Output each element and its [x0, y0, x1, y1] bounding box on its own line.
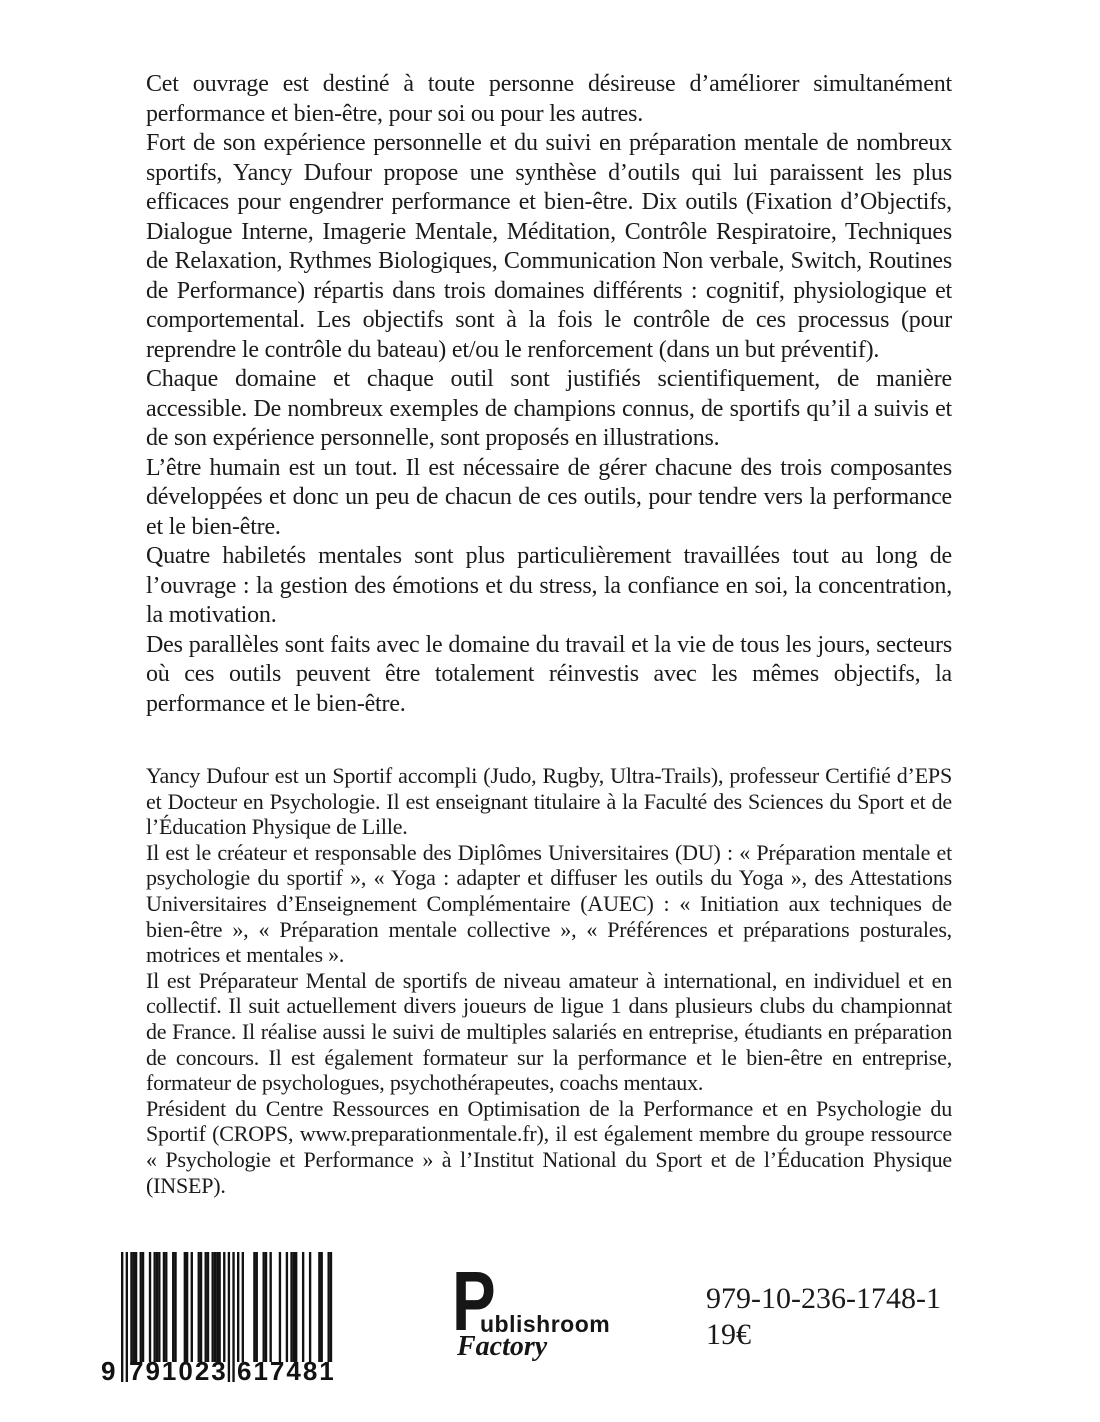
- bio-paragraph: Président du Centre Ressources en Optimisation de la Performance et en Psychologie du Sportif (CROPS, www.preparationmentale.fr), il est également membre du groupe ressource « Psychologie et Performance » à l’Institut National du Sport et de l’Éducation Physique (INSEP).: [146, 1095, 952, 1198]
- barcode-right-digits: 617481: [237, 1356, 336, 1386]
- publisher-logo-factory: Factory: [457, 1331, 548, 1362]
- synopsis-paragraph: Fort de son expérience personnelle et du suivi en préparation mentale de nombreux sportifs, Yancy Dufour propose une synthèse d’outils qui lui paraissent les plus efficaces pour engendrer performance et bien-être. Dix outils (Fixation d’Objectifs, Dialogue Interne, Imagerie Mentale, Méditation, Contrôle Respiratoire, Techniques de Relaxation, Rythmes Biologiques, Communication Non verbale, Switch, Routines de Performance) répartis dans trois domaines différents : cognitif, physiologique et comportemental. Les objectifs sont à la fois le contrôle de ces processus (pour reprendre le contrôle du bateau) et/ou le renforcement (dans un but préventif).: [146, 130, 952, 363]
- synopsis-section: [146, 70, 952, 719]
- synopsis-paragraph: L’être humain est un tout. Il est nécessaire de gérer chacune des trois composantes développées et donc un peu de chacun de ces outils, pour tendre vers la performance et le bien-être.: [146, 454, 952, 540]
- synopsis-paragraph: Quatre habiletés mentales sont plus particulièrement travaillées tout au long de l’ouvrage : la gestion des émotions et du stress, la confiance en soi, la concentration, la motivation.: [146, 543, 952, 628]
- publisher-logo-name: ublishroom: [480, 1311, 611, 1337]
- isbn-price-block: [706, 1281, 941, 1353]
- publisher-logo-initial: P: [452, 1254, 496, 1348]
- synopsis-paragraph: Chaque domaine et chaque outil sont justifiés scientifiquement, de manière accessible. De nombreux exemples de champions connus, de sportifs qu’il a suivis et de son expérience personnelle, sont proposés en illustrations.: [146, 366, 952, 451]
- ean-barcode: [103, 1252, 363, 1387]
- bio-paragraph: Il est le créateur et responsable des Diplômes Universitaires (DU) : « Préparation mentale et psychologie du sportif », « Yoga : adapter et diffuser les outils du Yoga », des Attestations Universitaires d’Enseignement Complémentaire (AUEC) : « Initiation aux techniques de bien-être », « Préparation mentale collective », « Préférences et préparations posturales, motrices et mentales ».: [146, 839, 952, 968]
- publisher-logo: [452, 1254, 612, 1363]
- bio-paragraph: Il est Préparateur Mental de sportifs de niveau amateur à international, en individuel et en collectif. Il suit actuellement divers joueurs de ligue 1 dans plusieurs clubs du championnat de France. Il réalise aussi le suivi de multiples salariés en entreprise, étudiants en préparation de concours. Il est également formateur sur la performance et le bien-être en entreprise, formateur de psychologues, psychothérapeutes, coachs mentaux.: [146, 967, 952, 1096]
- synopsis-paragraph: Cet ouvrage est destiné à toute personne désireuse d’améliorer simultanément performance et bien-être, pour soi ou pour les autres.: [146, 71, 952, 127]
- price-text: 19€: [706, 1318, 751, 1351]
- author-bio-section: [146, 763, 952, 1198]
- isbn-text: 979-10-236-1748-1: [706, 1282, 941, 1315]
- bio-paragraph: Yancy Dufour est un Sportif accompli (Judo, Rugby, Ultra-Trails), professeur Certifié d’EPS et Docteur en Psychologie. Il est enseignant titulaire à la Faculté des Sciences du Sport et de l’Éducation Physique de Lille.: [146, 763, 952, 840]
- synopsis-paragraph: Des parallèles sont faits avec le domaine du travail et la vie de tous les jours, secteurs où ces outils peuvent être totalement réinvestis avec les mêmes objectifs, la performance et le bien-être.: [146, 631, 952, 717]
- barcode-left-digits: 791023: [129, 1356, 228, 1386]
- barcode-first-digit: 9: [101, 1356, 118, 1386]
